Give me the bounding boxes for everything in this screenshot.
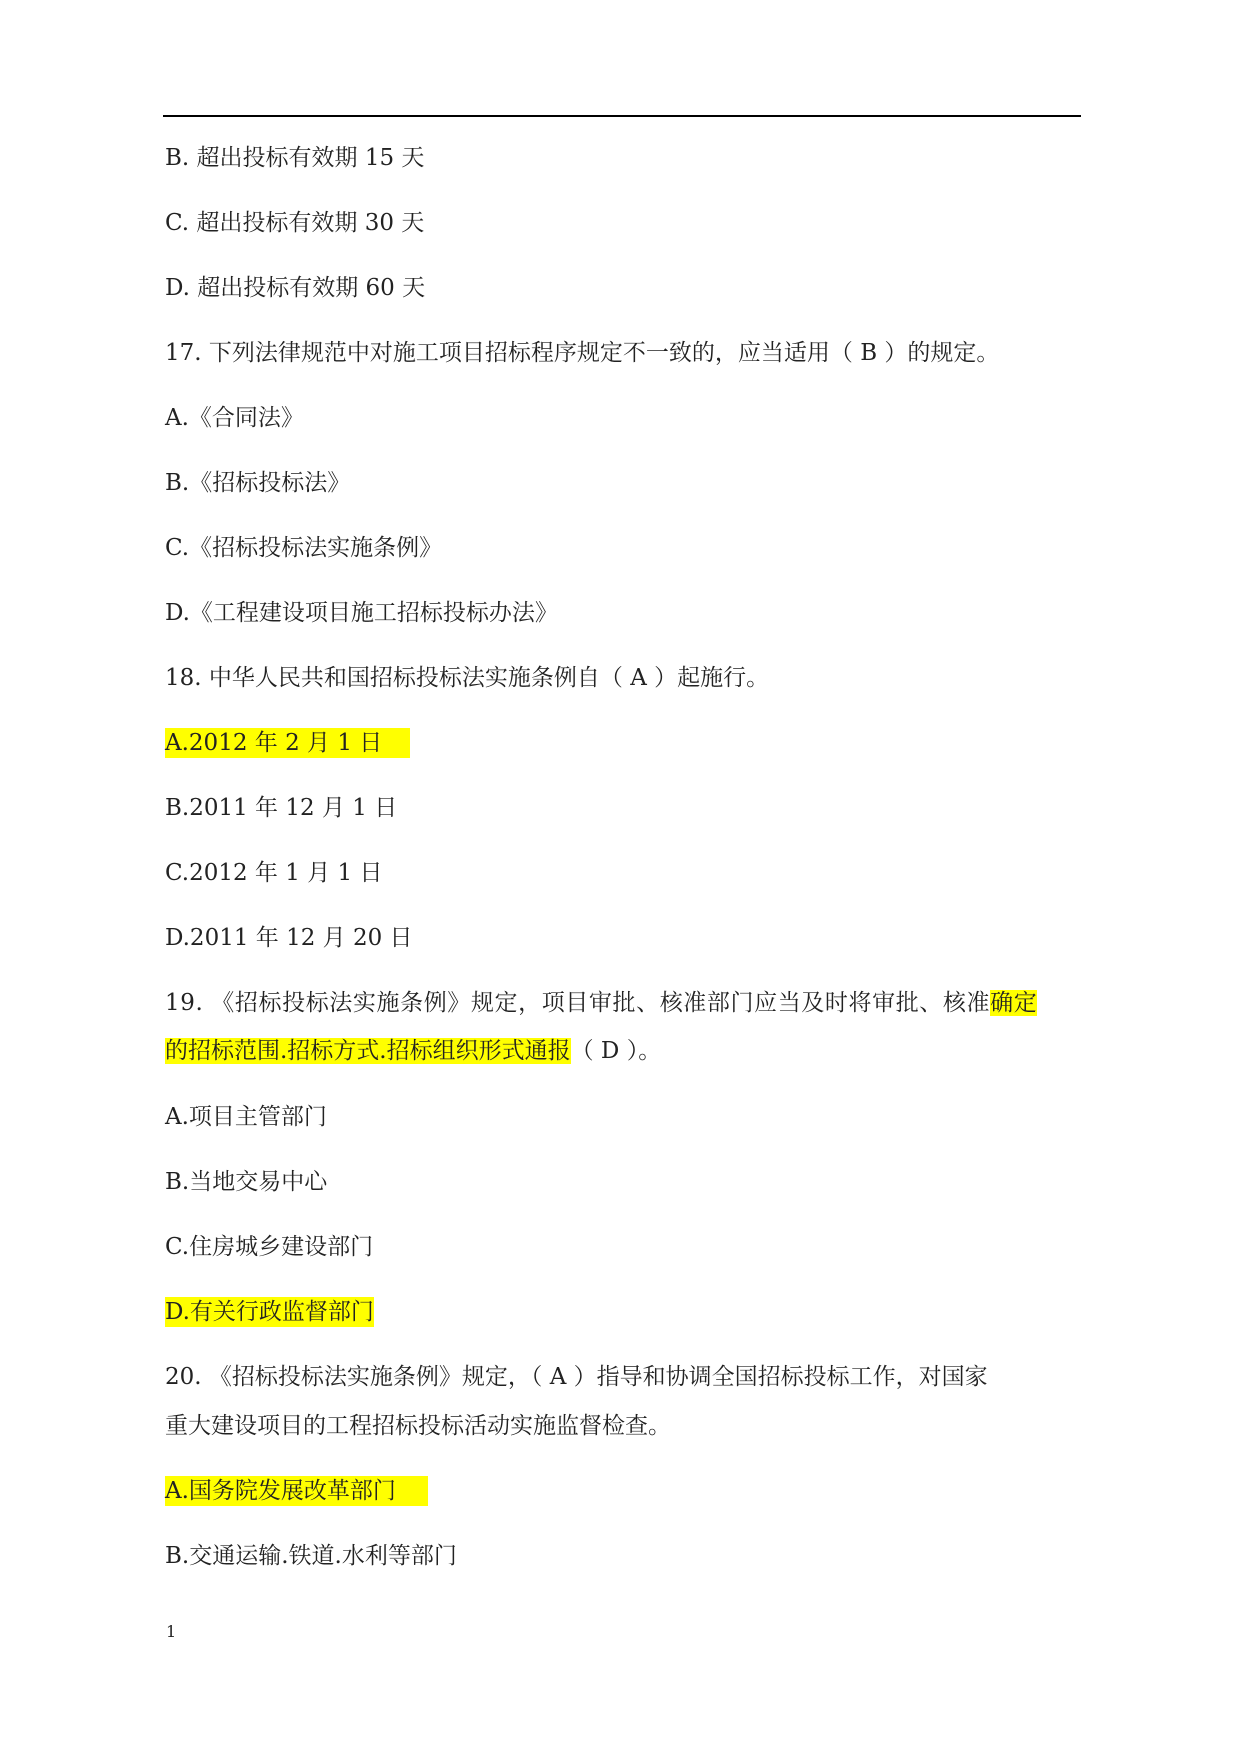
question-19-line-2	[165, 1036, 661, 1066]
option-18-d: D.2011 年 12 月 20 日	[165, 925, 413, 951]
page-number: 1	[166, 1622, 177, 1641]
option-18-b: B.2011 年 12 月 1 日	[165, 795, 398, 821]
option-20-b: B.交通运输.铁道.水利等部门	[165, 1543, 457, 1569]
question-19-highlight-1: 确定	[990, 990, 1038, 1016]
option-16-b: B. 超出投标有效期 15 天	[165, 145, 425, 171]
option-19-b: B.当地交易中心	[165, 1169, 328, 1195]
question-20-line-1: 20. 《招标投标法实施条例》规定，（ A ）指导和协调全国招标投标工作，对国家	[165, 1364, 988, 1390]
question-20-line-2: 重大建设项目的工程招标投标活动实施监督检查。	[165, 1413, 671, 1439]
header-rule	[163, 115, 1081, 117]
question-19-answer: （ D ）。	[570, 1038, 662, 1064]
question-19-line-1	[165, 988, 1037, 1018]
option-17-a: A.《合同法》	[165, 405, 304, 431]
option-16-d: D. 超出投标有效期 60 天	[165, 275, 426, 301]
question-17: 17. 下列法律规范中对施工项目招标程序规定不一致的，应当适用（ B ）的规定。	[165, 340, 1000, 366]
option-20-a-answer: A.国务院发展改革部门	[165, 1476, 428, 1506]
question-19-highlight-2: 的招标范围.招标方式.招标组织形式通报	[165, 1038, 571, 1064]
option-16-c: C. 超出投标有效期 30 天	[165, 210, 425, 236]
option-19-d-answer: D.有关行政监督部门	[165, 1299, 374, 1325]
option-17-b: B.《招标投标法》	[165, 470, 351, 496]
option-18-a-answer: A.2012 年 2 月 1 日	[165, 728, 410, 758]
question-18: 18. 中华人民共和国招标投标法实施条例自（ A ）起施行。	[165, 665, 770, 691]
option-18-c: C.2012 年 1 月 1 日	[165, 860, 383, 886]
option-17-c: C.《招标投标法实施条例》	[165, 535, 443, 561]
option-17-d: D.《工程建设项目施工招标投标办法》	[165, 600, 558, 626]
option-19-c: C.住房城乡建设部门	[165, 1234, 374, 1260]
question-19-text: 19. 《招标投标法实施条例》规定，项目审批、核准部门应当及时将审批、核准	[165, 990, 991, 1016]
option-19-a: A.项目主管部门	[165, 1104, 327, 1130]
